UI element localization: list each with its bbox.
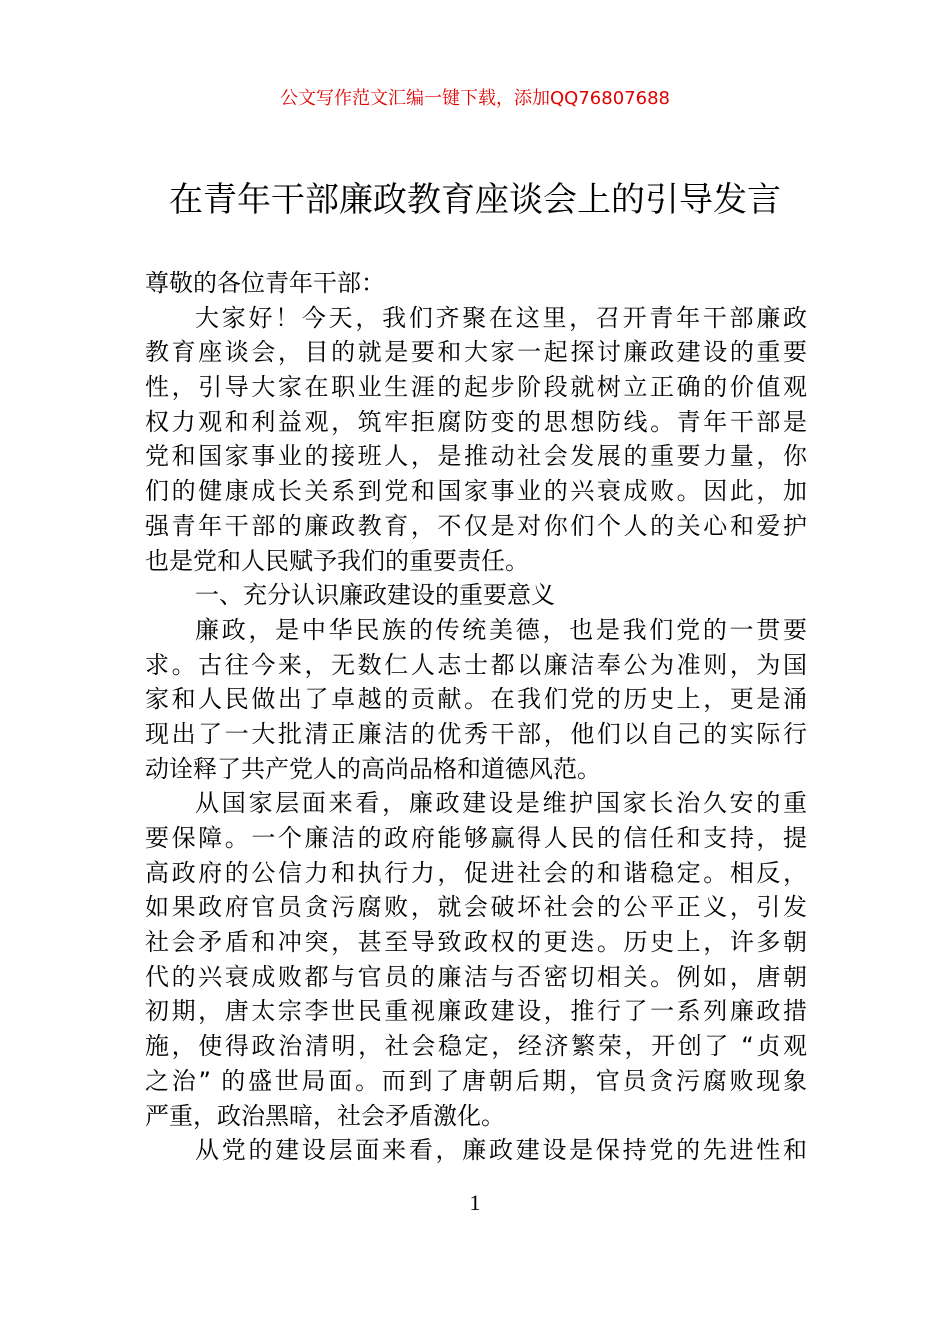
page-number: 1 [469, 1190, 481, 1215]
document-title: 在青年干部廉政教育座谈会上的引导发言 [169, 180, 781, 220]
text-line: 性，引导大家在职业生涯的起步阶段就树立正确的价值观 [145, 373, 807, 402]
text-line: 初期，唐太宗李世民重视廉政建设，推行了一系列廉政措 [145, 997, 807, 1026]
paragraph [145, 301, 807, 579]
download-banner: 公文写作范文汇编一键下载，添加QQ76807688 [280, 88, 670, 109]
text-line: 从国家层面来看，廉政建设是维护国家长治久安的重 [195, 789, 807, 818]
text-line: 现出了一大批清正廉洁的优秀干部，他们以自己的实际行 [145, 719, 807, 748]
paragraph [145, 613, 807, 786]
text-line: 从党的建设层面来看，廉政建设是保持党的先进性和 [195, 1136, 807, 1165]
text-line: 求。古往今来，无数仁人志士都以廉洁奉公为准则，为国 [145, 650, 807, 679]
text-line: 权力观和利益观，筑牢拒腐防变的思想防线。青年干部是 [145, 407, 807, 436]
salutation: 尊敬的各位青年干部： [145, 269, 385, 297]
text-line: 教育座谈会，目的就是要和大家一起探讨廉政建设的重要 [145, 338, 807, 367]
text-line: 如果政府官员贪污腐败，就会破坏社会的公平正义，引发 [145, 893, 807, 922]
text-line: 施，使得政治清明，社会稳定，经济繁荣，开创了 “贞观 [145, 1032, 807, 1061]
text-line: 严重，政治黑暗，社会矛盾激化。 [145, 1101, 505, 1130]
text-line: 之治” 的盛世局面。而到了唐朝后期，官员贪污腐败现象 [145, 1066, 807, 1095]
text-line: 高政府的公信力和执行力，促进社会的和谐稳定。相反， [145, 858, 807, 887]
text-line: 家和人民做出了卓越的贡献。在我们党的历史上，更是涌 [145, 685, 807, 714]
paragraph [145, 1133, 807, 1168]
text-line: 也是党和人民赋予我们的重要责任。 [145, 546, 529, 575]
text-line: 代的兴衰成败都与官员的廉洁与否密切相关。例如，唐朝 [145, 962, 807, 991]
text-line: 廉政，是中华民族的传统美德，也是我们党的一贯要 [195, 615, 807, 644]
document-body [145, 266, 807, 1168]
text-line: 要保障。一个廉洁的政府能够赢得人民的信任和支持，提 [145, 824, 807, 852]
paragraph [145, 578, 807, 613]
text-line: 动诠释了共产党人的高尚品格和道德风范。 [145, 754, 601, 783]
text-line: 强青年干部的廉政教育，不仅是对你们个人的关心和爱护 [145, 511, 807, 540]
text-line: 们的健康成长关系到党和国家事业的兴衰成败。因此，加 [145, 477, 807, 506]
text-line: 社会矛盾和冲突，甚至导致政权的更迭。历史上，许多朝 [145, 928, 807, 957]
text-line: 一、充分认识廉政建设的重要意义 [195, 581, 555, 610]
text-line: 党和国家事业的接班人，是推动社会发展的重要力量，你 [145, 442, 807, 471]
text-line: 大家好！今天，我们齐聚在这里，召开青年干部廉政 [195, 303, 807, 332]
paragraph [145, 786, 807, 1133]
